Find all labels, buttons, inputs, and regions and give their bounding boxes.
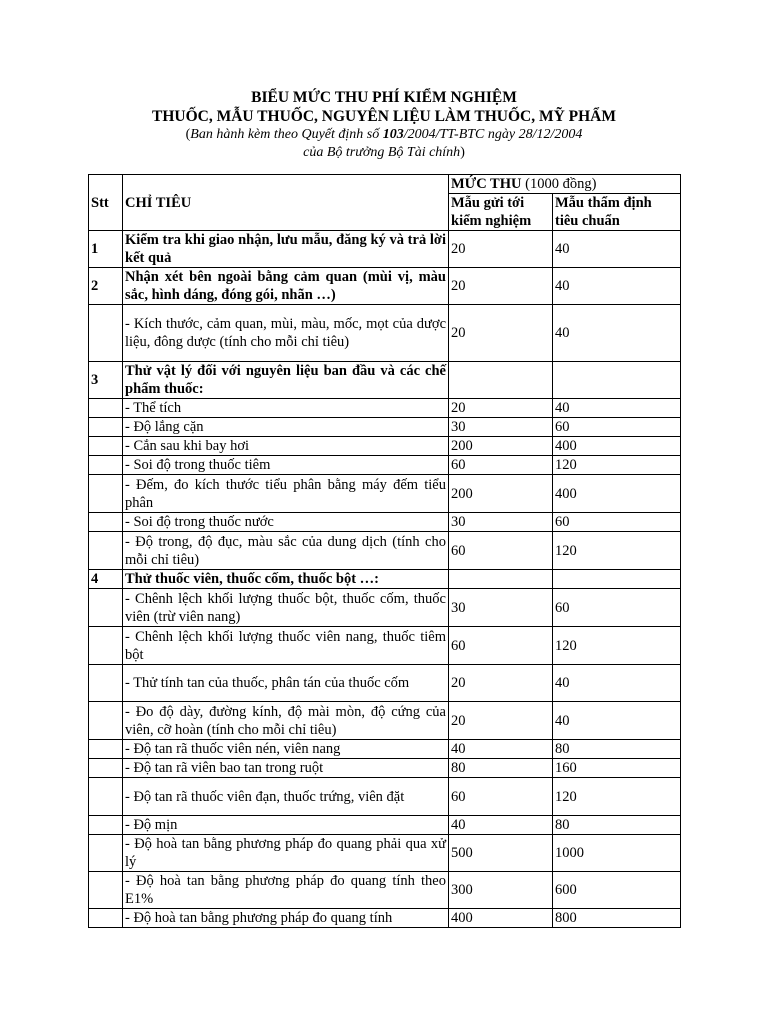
- table-row: [89, 513, 681, 532]
- row-sample-fee: 60: [449, 532, 553, 570]
- table-row: [89, 627, 681, 665]
- row-stt: [89, 702, 123, 740]
- row-sample-fee: 20: [449, 399, 553, 418]
- row-standard-fee: 1000: [553, 835, 681, 872]
- row-indicator: - Độ trong, độ đục, màu sắc của dung dịch (tính cho mỗi chỉ tiêu): [123, 532, 449, 570]
- table-row: [89, 665, 681, 702]
- row-stt: [89, 909, 123, 928]
- row-stt: [89, 740, 123, 759]
- row-stt: 3: [89, 362, 123, 399]
- row-sample-fee: 200: [449, 437, 553, 456]
- row-standard-fee: [553, 362, 681, 399]
- row-indicator: - Kích thước, cảm quan, mùi, màu, mốc, mọt của dược liệu, đông dược (tính cho mỗi chỉ tiêu): [123, 305, 449, 362]
- row-indicator: - Soi độ trong thuốc tiêm: [123, 456, 449, 475]
- row-standard-fee: [553, 570, 681, 589]
- table-row: [89, 759, 681, 778]
- header-stt: Stt: [89, 175, 123, 231]
- row-standard-fee: 600: [553, 872, 681, 909]
- row-stt: [89, 513, 123, 532]
- row-indicator: - Độ lắng cặn: [123, 418, 449, 437]
- row-standard-fee: 60: [553, 513, 681, 532]
- row-stt: [89, 665, 123, 702]
- row-sample-fee: 300: [449, 872, 553, 909]
- row-standard-fee: 80: [553, 816, 681, 835]
- table-row: [89, 399, 681, 418]
- row-sample-fee: 20: [449, 268, 553, 305]
- table-row: [89, 872, 681, 909]
- row-standard-fee: 120: [553, 456, 681, 475]
- row-standard-fee: 40: [553, 231, 681, 268]
- row-indicator: Nhận xét bên ngoài bằng cảm quan (mùi vị, màu sắc, hình dáng, đóng gói, nhãn …): [123, 268, 449, 305]
- table-row: [89, 740, 681, 759]
- row-sample-fee: 40: [449, 816, 553, 835]
- row-sample-fee: 200: [449, 475, 553, 513]
- row-sample-fee: 20: [449, 665, 553, 702]
- table-row: [89, 362, 681, 399]
- row-indicator: Thử thuốc viên, thuốc cốm, thuốc bột …:: [123, 570, 449, 589]
- row-sample-fee: 60: [449, 778, 553, 816]
- row-standard-fee: 160: [553, 759, 681, 778]
- row-sample-fee: 40: [449, 740, 553, 759]
- row-sample-fee: 500: [449, 835, 553, 872]
- row-stt: [89, 399, 123, 418]
- row-stt: [89, 475, 123, 513]
- row-stt: [89, 627, 123, 665]
- issuer-line: của Bộ trưởng Bộ Tài chính): [303, 145, 465, 160]
- row-standard-fee: 40: [553, 399, 681, 418]
- row-standard-fee: 60: [553, 418, 681, 437]
- row-sample-fee: 30: [449, 513, 553, 532]
- document-subtitle: THUỐC, MẪU THUỐC, NGUYÊN LIỆU LÀM THUỐC, MỸ PHẨM: [151, 108, 616, 125]
- table-row: [89, 532, 681, 570]
- row-indicator: - Cắn sau khi bay hơi: [123, 437, 449, 456]
- header-standard: Mẫu thẩm định tiêu chuẩn: [553, 194, 681, 231]
- row-stt: [89, 872, 123, 909]
- table-body: [89, 231, 681, 928]
- row-standard-fee: 40: [553, 268, 681, 305]
- row-standard-fee: 400: [553, 475, 681, 513]
- document-title: BIỂU MỨC THU PHÍ KIỂM NGHIỆM: [251, 89, 517, 106]
- row-sample-fee: 20: [449, 305, 553, 362]
- row-stt: [89, 759, 123, 778]
- row-sample-fee: 20: [449, 702, 553, 740]
- table-row: [89, 835, 681, 872]
- row-stt: 4: [89, 570, 123, 589]
- table-row: [89, 418, 681, 437]
- row-standard-fee: 120: [553, 778, 681, 816]
- row-standard-fee: 60: [553, 589, 681, 627]
- row-stt: [89, 305, 123, 362]
- table-row: [89, 437, 681, 456]
- table-row: [89, 816, 681, 835]
- row-indicator: - Độ hoà tan bằng phương pháp đo quang tính theo E1%: [123, 872, 449, 909]
- row-indicator: - Độ tan rã viên bao tan trong ruột: [123, 759, 449, 778]
- row-indicator: - Độ hoà tan bằng phương pháp đo quang tính: [123, 909, 449, 928]
- decision-reference: (Ban hành kèm theo Quyết định số 103/2004/TT-BTC ngày 28/12/2004: [185, 127, 583, 142]
- fee-table: [88, 174, 681, 928]
- row-standard-fee: 120: [553, 532, 681, 570]
- row-indicator: - Thử tính tan của thuốc, phân tán của thuốc cốm: [123, 665, 449, 702]
- row-indicator: - Đếm, đo kích thước tiểu phân bằng máy đếm tiểu phân: [123, 475, 449, 513]
- row-stt: [89, 835, 123, 872]
- table-row: [89, 589, 681, 627]
- table-row: [89, 268, 681, 305]
- row-stt: 2: [89, 268, 123, 305]
- header-fee: MỨC THU (1000 đồng): [449, 175, 681, 194]
- row-indicator: - Soi độ trong thuốc nước: [123, 513, 449, 532]
- row-indicator: - Độ mịn: [123, 816, 449, 835]
- row-stt: [89, 532, 123, 570]
- row-stt: [89, 589, 123, 627]
- row-indicator: - Chênh lệch khối lượng thuốc bột, thuốc cốm, thuốc viên (trừ viên nang): [123, 589, 449, 627]
- table-row: [89, 570, 681, 589]
- row-standard-fee: 40: [553, 665, 681, 702]
- row-indicator: - Độ hoà tan bằng phương pháp đo quang phải qua xử lý: [123, 835, 449, 872]
- table-row: [89, 778, 681, 816]
- table-row: [89, 231, 681, 268]
- row-indicator: - Độ tan rã thuốc viên đạn, thuốc trứng, viên đặt: [123, 778, 449, 816]
- row-sample-fee: [449, 570, 553, 589]
- table-row: [89, 702, 681, 740]
- row-stt: [89, 437, 123, 456]
- table-row: [89, 305, 681, 362]
- row-standard-fee: 800: [553, 909, 681, 928]
- row-stt: [89, 816, 123, 835]
- row-sample-fee: [449, 362, 553, 399]
- row-indicator: - Chênh lệch khối lượng thuốc viên nang, thuốc tiêm bột: [123, 627, 449, 665]
- row-sample-fee: 60: [449, 627, 553, 665]
- row-standard-fee: 400: [553, 437, 681, 456]
- header-sample: Mẫu gửi tới kiểm nghiệm: [449, 194, 553, 231]
- row-standard-fee: 80: [553, 740, 681, 759]
- row-indicator: - Đo độ dày, đường kính, độ mài mòn, độ cứng của viên, cỡ hoàn (tính cho mỗi chỉ tiêu): [123, 702, 449, 740]
- row-standard-fee: 40: [553, 305, 681, 362]
- row-standard-fee: 40: [553, 702, 681, 740]
- row-sample-fee: 60: [449, 456, 553, 475]
- row-sample-fee: 400: [449, 909, 553, 928]
- row-stt: [89, 778, 123, 816]
- row-sample-fee: 20: [449, 231, 553, 268]
- row-indicator: - Độ tan rã thuốc viên nén, viên nang: [123, 740, 449, 759]
- document-header: [0, 88, 768, 162]
- row-sample-fee: 30: [449, 418, 553, 437]
- row-indicator: Kiểm tra khi giao nhận, lưu mẫu, đăng ký và trả lời kết quả: [123, 231, 449, 268]
- row-stt: [89, 456, 123, 475]
- header-indicator: CHỈ TIÊU: [123, 175, 449, 231]
- row-indicator: - Thể tích: [123, 399, 449, 418]
- row-sample-fee: 30: [449, 589, 553, 627]
- row-stt: 1: [89, 231, 123, 268]
- row-standard-fee: 120: [553, 627, 681, 665]
- table-row: [89, 909, 681, 928]
- table-row: [89, 475, 681, 513]
- row-sample-fee: 80: [449, 759, 553, 778]
- row-indicator: Thử vật lý đối với nguyên liệu ban đầu và các chế phẩm thuốc:: [123, 362, 449, 399]
- table-row: [89, 456, 681, 475]
- row-stt: [89, 418, 123, 437]
